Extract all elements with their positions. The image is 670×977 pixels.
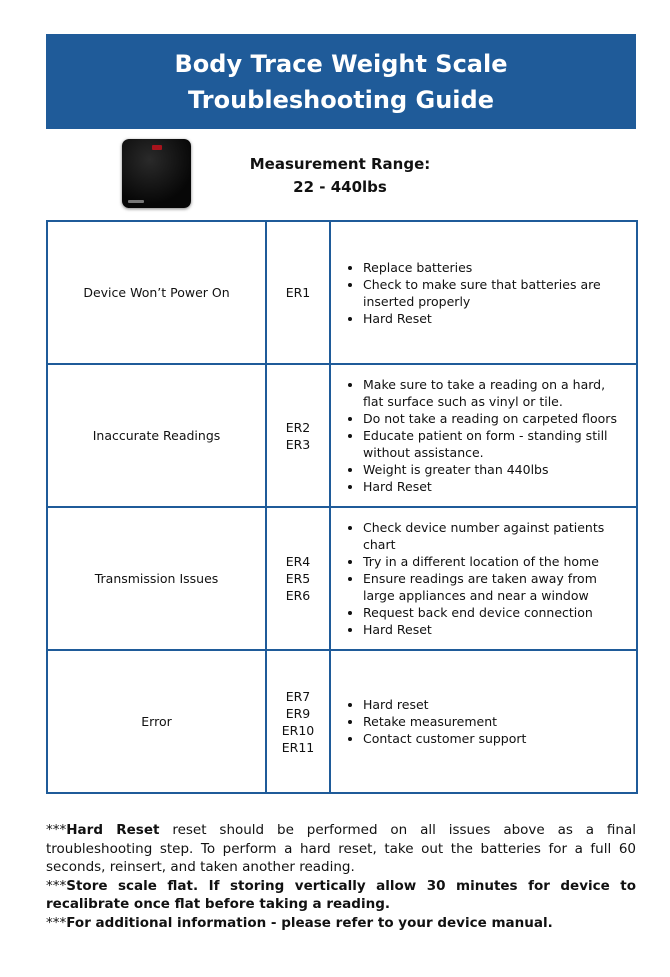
solution-item: • Check to make sure that batteries are inserted properly — [363, 276, 628, 310]
weight-scale-image — [122, 139, 191, 208]
solution-item: • Try in a different location of the home — [363, 553, 628, 570]
error-code: ER11 — [281, 739, 315, 755]
note-hard-reset-bold: Hard Reset — [66, 822, 160, 838]
measurement-range-value: 22 - 440lbs — [293, 178, 387, 196]
solution-item: • Make sure to take a reading on a hard, flat surface such as vinyl or tile. — [363, 376, 628, 410]
note-store-flat: ***Store scale flat. If storing vertically allow 30 minutes for device to recalibrate once flat before taking a reading. — [46, 877, 636, 912]
issue-cell: Device Won’t Power On — [47, 221, 266, 364]
scale-display — [152, 145, 162, 150]
error-code: ER6 — [285, 588, 311, 603]
issue-cell: Inaccurate Readings — [47, 364, 266, 507]
error-code: ER10 — [281, 722, 315, 738]
solution-item: • Hard Reset — [363, 478, 628, 495]
solutions-list — [331, 376, 636, 495]
table-row — [47, 221, 637, 364]
error-codes-cell — [266, 364, 330, 507]
title-line-1: Body Trace Weight Scale — [174, 49, 508, 78]
scale-brand-mark — [128, 200, 144, 203]
solution-item: • Hard reset — [363, 696, 628, 713]
table-row — [47, 650, 637, 793]
solution-item: • Retake measurement — [363, 713, 628, 730]
notes-section — [46, 821, 636, 932]
error-codes-cell — [266, 650, 330, 793]
solution-item: • Contact customer support — [363, 730, 628, 747]
troubleshooting-table — [46, 220, 638, 794]
solution-item: • Educate patient on form - standing still without assistance. — [363, 427, 628, 461]
solution-item: • Hard Reset — [363, 310, 628, 327]
measurement-range-label: Measurement Range: — [249, 155, 431, 173]
solutions-list — [331, 696, 636, 747]
table-row — [47, 507, 637, 650]
table-row — [47, 364, 637, 507]
solution-item: • Request back end device connection — [363, 604, 628, 621]
error-code: ER1 — [285, 285, 311, 300]
issue-cell: Transmission Issues — [47, 507, 266, 650]
error-code: ER5 — [285, 571, 311, 586]
error-code: ER4 — [285, 554, 311, 569]
note-hard-reset: ***Hard Reset reset should be performed on all issues above as a final troubleshooting step. To perform a hard reset, take out the batteries for a full 60 seconds, reinsert, and taken another reading. — [46, 822, 636, 875]
solutions-cell — [330, 364, 637, 507]
solution-item: • Ensure readings are taken away from large appliances and near a window — [363, 570, 628, 604]
error-codes-cell — [266, 221, 330, 364]
note-additional-info: ***For additional information - please refer to your device manual. — [46, 914, 553, 931]
issue-cell: Error — [47, 650, 266, 793]
solutions-list — [331, 259, 636, 327]
error-code: ER7 — [285, 688, 311, 704]
measurement-range — [240, 153, 440, 199]
solutions-cell — [330, 221, 637, 364]
error-code: ER2 — [285, 419, 311, 435]
error-code: ER3 — [285, 436, 311, 452]
title-line-2: Troubleshooting Guide — [188, 85, 494, 114]
solution-item: • Weight is greater than 440lbs — [363, 461, 628, 478]
solutions-cell — [330, 650, 637, 793]
title-banner — [46, 34, 636, 129]
solution-item: • Do not take a reading on carpeted floors — [363, 410, 628, 427]
solutions-list — [331, 519, 636, 638]
solutions-cell — [330, 507, 637, 650]
solution-item: • Hard Reset — [363, 621, 628, 638]
error-codes-cell — [266, 507, 330, 650]
solution-item: • Check device number against patients chart — [363, 519, 628, 553]
solution-item: • Replace batteries — [363, 259, 628, 276]
error-code: ER9 — [285, 705, 311, 721]
